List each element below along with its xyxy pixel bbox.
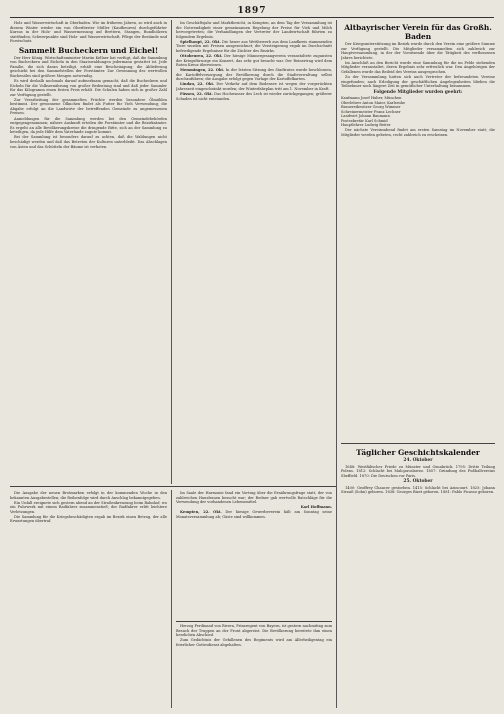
dateline: Memmingen, 22. Okt. <box>180 68 225 73</box>
list-item: Landwirt Johann Baumann <box>341 114 390 119</box>
article-paragraph: Die Sammlung für die Kriegsbeschädigten ergab im Bezirk einen Betrag, der alle Erwartungen übertraf. <box>10 514 167 524</box>
list-heading: Folgende Mitglieder wurden geehrt: <box>373 89 463 95</box>
article-paragraph: Im Saale der Harmonie fand ein Vortrag über die Ernährungsfrage statt, der von zahlreichen Hausfrauen besucht war; der Redner gab wertvolle Ratschläge für die Verwendung der vorhandenen Lebensmittel. <box>176 491 332 505</box>
list-item: Postsekretär Karl Schmid <box>341 118 388 123</box>
section-rule <box>176 621 332 622</box>
article-paragraph: Zur Verarbeitung der gesammelten Früchte werden besondere Ölmühlen bestimmt. Der gewonnene Ölkuchen findet als Futter für Vieh Verwendung; die Abgabe erfolgt an die Landwirte der betreffenden Gemeinde zu angemessenen Preisen. <box>10 97 167 116</box>
article-paragraph: Das Hochwasser des Lech ist wieder zurückgegangen; größerer Schaden ist nicht entstanden. <box>176 92 332 101</box>
article-paragraph: Die Ausgabe der neuen Brotmarken erfolgt in der kommenden Woche in den bekannten Ausgabestellen; die Reihenfolge wird durch Anschlag bekanntgegeben. <box>10 491 167 500</box>
article-paragraph: Der Verkehr auf dem Bodensee ist wegen der vorgerückten Jahreszeit eingeschränkt worden; der Winterfahrplan tritt am 1. November in Kraft. <box>176 82 332 92</box>
section-rule <box>10 486 336 487</box>
article-paragraph: Der Kriegsunterstützung im Bezirk wurde durch den Verein eine größere Summe zur Verfügung gestellt. Die Mitglieder versammelten sich zahlreich zur Hauptversammlung, in der der Vorsitzende über die Tätigkeit des verflossenen Jahres berichtete. <box>341 42 495 60</box>
article-heading: Altbayrischer Verein für das Großh. Baden <box>344 23 492 41</box>
article-paragraph: Anmeldungen für die Sammlung werden bei den Gemeindebehörden entgegengenommen; nähere Auskunft erteilen die Forstämter und die Bezirksämter. Es ergeht an alle Bevölkerungskreise die dringende Bitte, sich an der Sammlung zu beteiligen, da jede Hilfe dem Vaterlande zugute kommt. <box>10 116 167 135</box>
article-paragraph: Der nächste Vereinsabend findet am ersten Samstag im November statt; die Mitglieder werden gebeten, recht zahlreich zu erscheinen. <box>341 127 495 137</box>
article-paragraph: Es wird deshalb nochmals darauf aufmerksam gemacht, daß die Bucheckern und Eicheln für die Volksernährung von großer Bedeutung sind und daß jeder Sammler für das Kilogramm einen festen Preis erhält. Die Schulen haben sich in großer Zahl zur Verfügung gestellt. <box>10 79 167 97</box>
calendar-date: 24. Oktober <box>403 458 433 463</box>
article-paragraph: Herzog Ferdinand von Rivera, Prinzregent von Bayern, ist gestern nachmittag zum Besuch der Truppen an der Front abgereist. Die Bevölkerung bereitete ihm einen herzlichen Abschied. <box>176 624 332 638</box>
article-paragraph: Ein Unfall ereignete sich gestern abend an der Straßenkreuzung beim Bahnhof, wo ein Fuhrwerk mit einem Radfahrer zusammenstieß; der Radfahrer erlitt leichtere Verletzungen. <box>10 500 167 514</box>
list-item: Kaufmann Josef Huber, München <box>341 96 402 101</box>
signature: Karl Hoffmann. <box>300 505 332 510</box>
article-paragraph: Der hiesige Gewerbeverein hält am Sonntag seine Monatsversammlung ab; Gäste sind willkommen. <box>176 510 332 519</box>
list-item: Brauereibesitzer Georg Wimmer <box>341 105 401 110</box>
section-rule <box>341 443 495 444</box>
article-paragraph: In der letzten Sitzung des Stadtrates wurde beschlossen, die Kartoffelversorgung der Bevölkerung durch die Stadtverwaltung selbst durchzuführen; die Ausgabe erfolgt gegen Vorlage der Kartoffelkarten. <box>176 68 332 82</box>
dateline: Lindau, 22. Okt. <box>180 82 215 87</box>
article-paragraph: Im Geschäftsjahr und Marktbericht, in Kempten, an dem Tag der Versammlung ist die Notwendigkeit einer gemeinsamen Regelung der Preise für Vieh und Milch hervorgetreten; die Verhandlungen der Vertreter der Landwirtschaft führten zu folgendem Ergebnis. <box>176 21 332 39</box>
calendar-date: 25. Oktober <box>403 479 433 485</box>
list-item: Hauptlehrer Ludwig Reiter <box>341 123 391 128</box>
column-rule <box>171 20 172 484</box>
dateline: Kempten, 22. Okt. <box>180 510 222 515</box>
page-number: 1897 <box>237 6 267 16</box>
article-paragraph: Der hiesige Männergesangverein veranstaltete zugunsten der Kriegsfürsorge ein Konzert, das sehr gut besucht war. Der Reinertrag wird dem Roten Kreuz überwiesen. <box>176 54 332 68</box>
column-rule <box>171 490 172 708</box>
calendar-entry: 1648: Westfälischer Friede zu Münster und Osnabrück. 1795: Dritte Teilung Polens. 1812: Schlacht bei Malojaroslawez. 1857: Gründung des Fußballvereins Sheffield. 1870: Die Deutschen vor Paris. <box>341 464 495 478</box>
list-item: Oberlehrer Anton Maier, Karlsruhe <box>341 100 406 105</box>
dateline: Spielhaupt, 22. Okt. <box>180 39 221 44</box>
article-paragraph: Die heuer aus Wettbewerb aus dem Landkreis stammenden Tiere wurden mit Preisen ausgezeichnet; die Versteigerung ergab im Durchschnitt befriedigende Ergebnisse für die Züchter des Bezirks. <box>176 39 332 53</box>
article-heading: Sammelt Bucheckern und Eichel! <box>18 45 159 55</box>
header-rule <box>10 17 494 18</box>
article-paragraph: Zu der Versammlung hatten sich auch Vertreter der befreundeten Vereine eingefunden; nach Erledigung der geschäftlichen Angelegenheiten blieben die Teilnehmer noch längere Zeit in gemütlicher Unterhaltung beisammen. <box>341 75 495 89</box>
history-calendar <box>341 446 495 708</box>
bottom-column-2 <box>176 491 332 619</box>
calendar-heading: Täglicher Geschichtskalender <box>356 448 480 457</box>
bottom-column-1 <box>10 491 167 708</box>
list-item: Schreinermeister Franz Lechner <box>341 109 401 114</box>
article-paragraph: Bei der Sammlung ist besonders darauf zu achten, daß die Waldungen nicht beschädigt werden und daß das Betreten der Kulturen unterbleibt. Das Abschlagen von Ästen und das Schütteln der Bäume ist verboten. <box>10 135 167 149</box>
bottom-column-3 <box>176 624 332 708</box>
dateline: Ottobeuren, 22. Okt. <box>180 54 223 59</box>
column-2 <box>176 21 332 484</box>
article-paragraph: Der Herr König. Wirtschaftsminister Martin Kellner hat verfügt, daß die Sammlung von Bucheckern und Eicheln in den Staatswaldungen jedermann gestattet ist. Jede Familie, die sich daran beteiligt, erhält eine Bescheinigung; die Ablieferung geschieht bei den Sammelstellen der Forstämter. Zur Gewinnung des wertvollen Buchenöles sind größere Mengen notwendig. <box>10 55 167 78</box>
article-paragraph: Im Anschluß an den Bericht wurde eine Sammlung für die im Felde stehenden Mitglieder veranstaltet, deren Ergebnis sehr erfreulich war. Den Angehörigen der Gefallenen wurde das Beileid des Vereins ausgesprochen. <box>341 60 495 74</box>
column-1 <box>10 21 167 484</box>
column-rule <box>336 20 337 708</box>
article-paragraph: Holz und Wasserwirtschaft in Oberbaden. Wie im früheren Jahren, so wird auch in diesem Winter wieder ein von Oberförster Müller (Kaufbeuren) durchgeführter Kursus in der Holz- und Wassermessung auf Brettern, Stangen, Rundhölzern stattfinden; Schwerpunkte sind Holz- und Wasserwirtschaft, Pflege der Bestände und Forstschutz. <box>10 21 167 44</box>
calendar-entry: 1400: Geoffrey Chaucer gestorben. 1415: Schlacht bei Azincourt. 1825: Johann Strauß (Sohn) geboren. 1838: Georges Bizet geboren. 1881: Pablo Picasso geboren. <box>341 485 495 495</box>
dateline: Füssen, 22. Okt. <box>180 92 213 97</box>
column-3 <box>341 21 495 441</box>
article-paragraph: Zum Gedächtnis der Gefallenen des Regiments wird am Allerheiligentag ein feierlicher Gottesdienst abgehalten. <box>176 638 332 647</box>
